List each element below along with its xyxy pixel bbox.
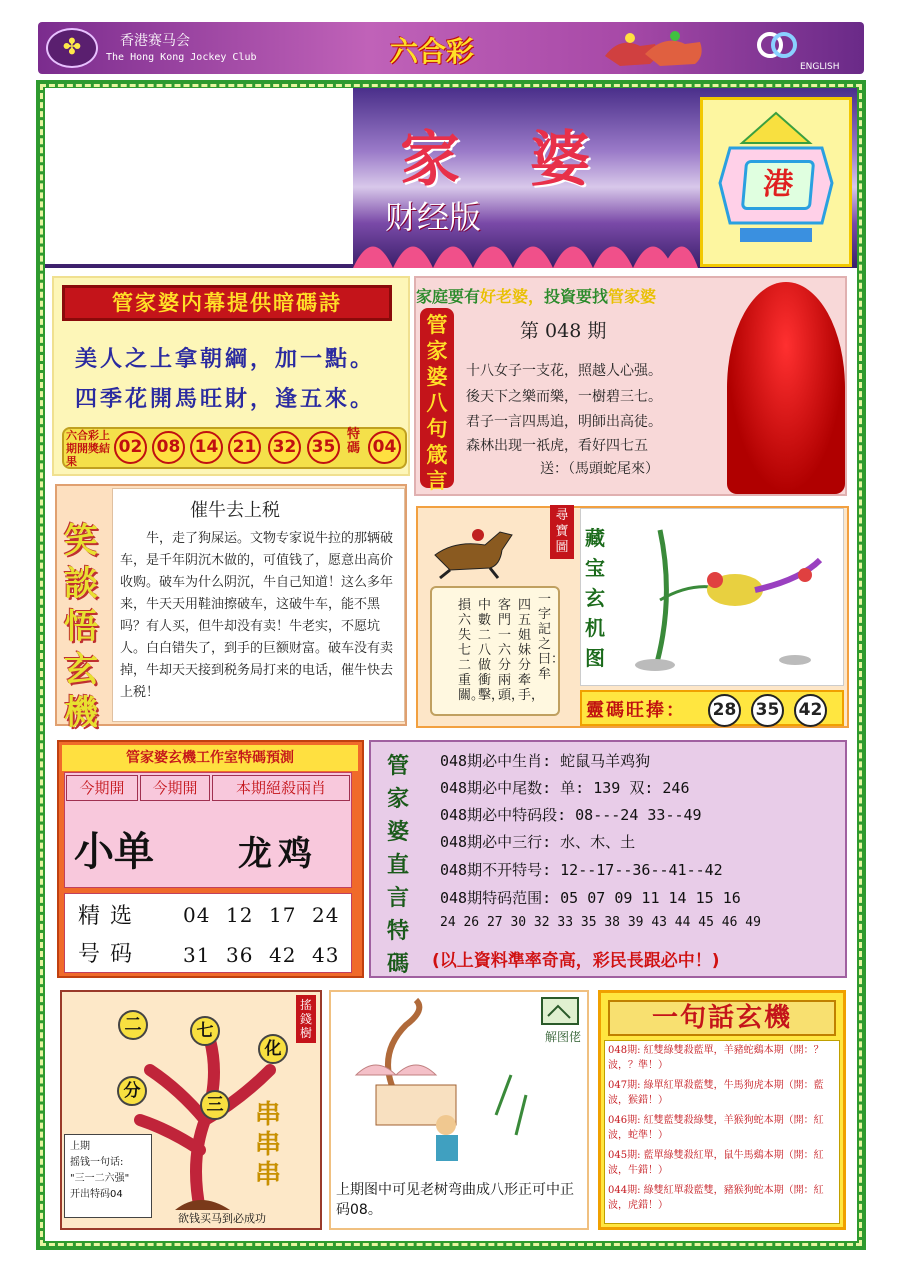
lantern-character: 港 [741, 160, 815, 210]
mark-six-rings-icon[interactable] [752, 30, 802, 60]
banner-blank-area [45, 88, 353, 264]
saying-line: 君子一言四馬追，明師出高徒。 [466, 414, 662, 430]
lottery-title: 六合彩 [390, 35, 475, 68]
direct-line: 048期必中特码段: 08---24 33--49 [440, 806, 702, 824]
result-ball: 08 [152, 431, 185, 464]
saying-line: 後天下之樂而樂，一樹碧三七。 [466, 389, 662, 405]
one-line-item: 045期: 藍單綠雙殺紅單，鼠牛馬鷄本期（開：紅波，牛錯！） [608, 1150, 824, 1176]
prediction-kill-zodiac: 龙鸡 [238, 834, 318, 874]
eight-sayings-header [416, 284, 656, 307]
one-line-item: 047期: 綠單紅單殺藍雙，牛馬狗虎本期（開：藍波，猴錯！） [608, 1080, 824, 1106]
scroll-column: 一字記之曰：牟 [538, 592, 565, 682]
race-horse-icon [430, 520, 520, 580]
direct-line: 048期不开特号: 12--17--36--41--42 [440, 861, 723, 879]
club-name-en: The Hong Kong Jockey Club [106, 52, 257, 63]
header-part-c: 投資要找 [544, 287, 609, 306]
banner-title: 家婆 [400, 125, 660, 195]
hint-line: "三一二六强" [70, 1173, 130, 1184]
saying-line: 森林出现一祇虎，看好四七五 [466, 438, 648, 454]
riddle-footer: 上期图中可见老树弯曲成八形正可中正码08。 [336, 1182, 574, 1218]
saying-line: 十八女子一支花，照越人心强。 [466, 363, 662, 379]
special-ball: 04 [368, 431, 401, 464]
scroll-column: 四五姐妹分牽手， [518, 598, 545, 703]
prediction-small-odd: 小单 [74, 829, 154, 875]
tree-fruit: 分 [117, 1076, 147, 1106]
header-part-a: 家庭要有 [416, 287, 481, 306]
prediction-col-3: 本期絕殺兩肖 [212, 775, 350, 801]
direct-line: 048期必中尾数: 单: 139 双: 246 [440, 779, 690, 797]
lucky-label: 靈碼旺捧： [586, 700, 686, 721]
one-line-title: 一句話玄機 [608, 1000, 836, 1036]
selected-number: 43 [312, 943, 340, 967]
english-link[interactable]: ENGLISH [800, 62, 840, 72]
issue-number: 第 048 期 [520, 320, 607, 342]
result-ball: 02 [114, 431, 147, 464]
prediction-col-2: 今期開 [140, 775, 210, 801]
bride-image [727, 282, 845, 494]
hint-line: 上期 [70, 1141, 90, 1152]
result-ball: 21 [228, 431, 261, 464]
direct-line: 048期特码范围: 05 07 09 11 14 15 16 [440, 889, 741, 907]
prediction-col-1: 今期開 [66, 775, 138, 801]
selected-number: 12 [226, 903, 254, 927]
poem-line-1: 美人之上拿朝綱，加一點。 [75, 346, 376, 372]
poem-panel-title: 管家婆内幕提供暗碼詩 [62, 285, 392, 321]
joke-vertical-title: 笑談悟玄機 [64, 521, 98, 733]
money-tree-tag: 搖錢樹 [296, 995, 316, 1043]
tree-fruit: 化 [258, 1034, 288, 1064]
scroll-column: 中數二八做衝擊， [478, 598, 505, 703]
money-tree-footer: 欲钱买马到必成功 [178, 1212, 266, 1225]
treasure-map-tag: 尋寶圖 [550, 505, 574, 559]
result-ball: 35 [307, 431, 340, 464]
lucky-ball: 42 [794, 694, 827, 727]
direct-special-vertical-title: 管家婆直言特碼 [386, 753, 409, 977]
selected-number: 42 [269, 943, 297, 967]
scroll-picture-icon [540, 996, 580, 1026]
club-name-cn: 香港赛马会 [120, 33, 190, 49]
last-result-label: 六合彩上期開獎結果 [66, 429, 110, 468]
selected-number: 36 [226, 943, 254, 967]
one-line-item: 044期: 綠雙紅單殺藍雙，豬猴狗蛇本期（開：紅波，虎錯！） [608, 1185, 824, 1211]
tree-fruit: 三 [200, 1090, 230, 1120]
hint-line: 开出特码04 [70, 1189, 123, 1200]
scroll-column: 損六失七二重關。 [458, 598, 485, 703]
result-ball: 32 [268, 431, 301, 464]
selected-number: 31 [183, 943, 211, 967]
hint-line: 摇钱一句话: [70, 1157, 124, 1168]
one-line-item: 048期: 紅雙綠雙殺藍單，羊豬蛇鷄本期（開：？波，？準！） [608, 1045, 824, 1071]
jockey-club-logo[interactable]: ✤ [46, 28, 98, 68]
header-part-d: 管家婆 [608, 287, 657, 306]
direct-line: 048期必中生肖: 蛇鼠马羊鸡狗 [440, 752, 651, 770]
poem-line-2: 四季花開馬旺財，逢五來。 [75, 386, 376, 412]
selected-number: 17 [269, 903, 297, 927]
saying-line: 送：（馬頭蛇尾來） [540, 461, 659, 477]
result-ball: 14 [190, 431, 223, 464]
banner-subtitle: 财经版 [385, 198, 482, 236]
racing-horses-icon [600, 26, 720, 72]
direct-line: 048期必中三行: 水、木、土 [440, 833, 636, 851]
joke-title: 催牛去上税 [190, 500, 280, 521]
selected-numbers-label: 精选号码 [78, 904, 143, 967]
selected-number: 24 [312, 903, 340, 927]
one-line-item: 046期: 紅雙藍雙殺綠雙，羊猴狗蛇本期（開：紅波，蛇準！） [608, 1115, 824, 1141]
joke-text: 牛，走了狗屎运。文物专家说牛拉的那辆破车，是千年阴沉木做的，可值钱了，愿意出高价收购。破车为什么阴沉，牛自己知道！这么多年来，牛天天用鞋油擦破车，这破牛车，能不黑吗？有人买，但牛却没有卖！牛老实，不愿坑人。白白错失了，到手的巨额财富。破车没有卖掉，牛却天天接到税务局打来的电话，催牛快去上税！ [120, 531, 394, 700]
lotus-row-decoration [353, 225, 698, 268]
coin-strings: 串串串 [255, 1100, 282, 1190]
lucky-ball: 28 [708, 694, 741, 727]
tree-fruit: 七 [190, 1016, 220, 1046]
treasure-vertical-title: 藏宝玄机图 [585, 526, 605, 670]
riddle-tag: 解图佬 [544, 1030, 581, 1044]
old-tree-scene [336, 995, 532, 1167]
tree-fruit: 二 [118, 1010, 148, 1040]
scroll-column: 客門一六分兩頭， [498, 598, 525, 703]
header-part-b: 好老婆， [480, 287, 545, 306]
eight-sayings-vertical-title: 管家婆八句箴言 [420, 308, 454, 488]
special-number-label: 特碼 [347, 427, 361, 456]
direct-footer: (以上資料準率奇高，彩民長跟必中！) [432, 951, 720, 971]
selected-number: 04 [183, 903, 211, 927]
direct-line: 24 26 27 30 32 33 35 38 39 43 44 45 46 49 [440, 915, 761, 930]
prediction-title: 管家婆玄機工作室特碼預測 [62, 745, 358, 771]
lucky-ball: 35 [751, 694, 784, 727]
bird-bamboo-picture [615, 520, 840, 680]
